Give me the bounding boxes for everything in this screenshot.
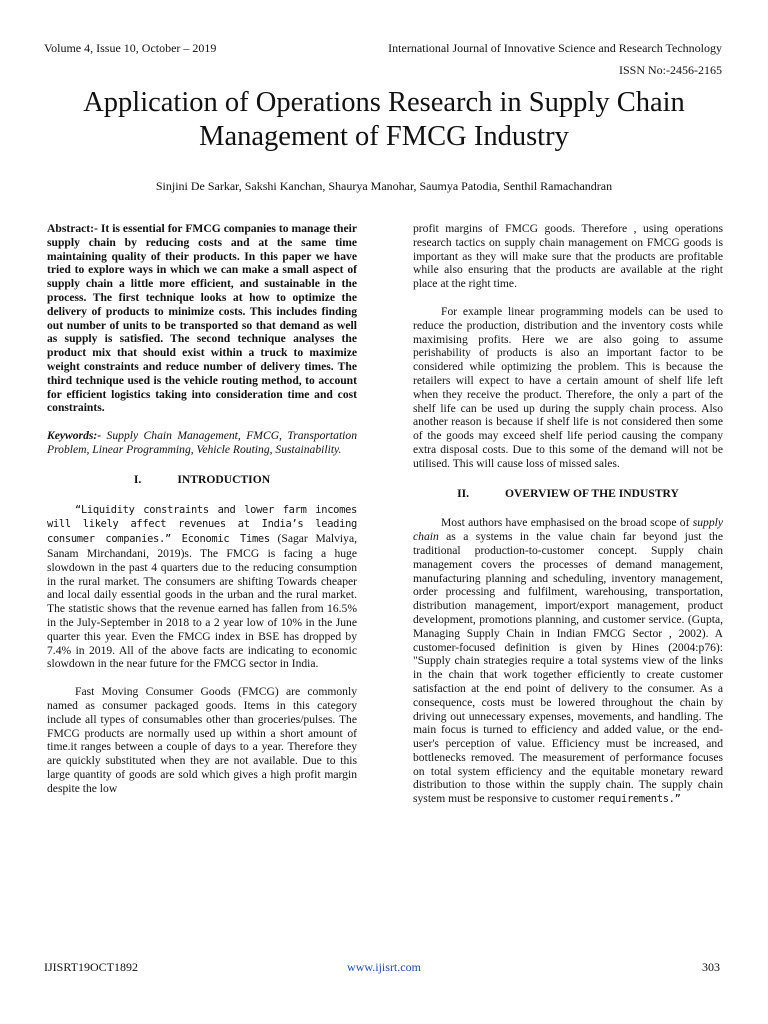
overview-text-end: requirements.” (597, 793, 681, 806)
section-number: II. (457, 486, 470, 500)
section-heading-introduction (47, 473, 357, 487)
issn: ISSN No:-2456-2165 (618, 63, 722, 77)
left-column (47, 222, 357, 795)
intro-paragraph-1-text: (Sagar Malviya, Sanam Mirchandani, 2019)s. The FMCG is facing a huge slowdown in the past 4 quarters due to the reducing consumption in the rural market. The consumers are shifting Towards cheaper and local daily essential goods in the urban and the rural market. The statistic shows that the revenue earned has fallen from 16.5% in the July-September in 2018 to a 2 year low of 10% in the June quarter this year. Even the FMCG index in BSE has dropped by 7.4% in 2019. All of the above facts are indicating to economic slowdown in the near future for the FMCG sector in India. (47, 532, 357, 671)
intro-paragraph-2: Fast Moving Consumer Goods (FMCG) are commonly named as consumer packaged goods. Items in this category include all types of consumables other than groceries/pulses. The FMCG products are normally used up within a short amount of time.it ranges between a couple of days to a year. Therefore they are quickly substituted when they are not available. Due to this large quantity of goods are sold which gives a high profit margin despite the low (47, 685, 357, 795)
paper-id: IJISRT19OCT1892 (44, 960, 138, 974)
abstract: Abstract:- It is essential for FMCG companies to manage their supply chain by reducing costs and at the same time maintaining quality of their products. In this paper we have tried to explore ways in which we can make a small aspect of supply chain a little more efficient, and sustainable in the process. The first technique looks at how to optimize the delivery of products to minimize costs. This includes finding out number of units to be transported so that demand as well as supply is satisfied. The second technique analyses the product mix that should exist within a truck to maximize weight constraints and reduce number of delivery times. The third technique used is the vehicle routing method, to account for efficient logistics taking into consideration time and cost constraints. (47, 222, 357, 415)
page-number: 303 (702, 960, 720, 974)
keywords-label: Keywords:- (47, 429, 102, 443)
author-list: Sinjini De Sarkar, Sakshi Kanchan, Shaurya Manohar, Saumya Patodia, Senthil Ramachandran (155, 179, 613, 193)
keywords (47, 429, 357, 457)
section-number: I. (133, 472, 142, 486)
journal-website-link[interactable]: www.ijisrt.com (347, 960, 421, 974)
overview-text: as a systems in the value chain far beyond just the traditional production-to-customer concept. Supply chain management covers the processes of demand management, manufacturing planning and scheduling, inventory management, order processing and fulfilment, warehousing, transportation, distribution management, import/export management, product development, promotions planning, and customer service. (Gupta, Managing Supply Chain in Indian FMCG Sector , 2002). A customer-focused definition is given by Hines (2004:p76): "Supply chain strategies require a total systems view of the links in the chain that work together efficiently to create customer satisfaction at the end point of delivery to the consumer. As a consequence, costs must be lowered throughout the chain by driving out unnecessary expenses, movements, and handling. The main focus is turned to efficiency and added value, or the end-user's perception of value. Efficiency must be increased, and bottlenecks removed. The measurement of performance focuses on total system efficiency and the equitable monetary reward distribution to those within the supply chain. The supply chain system must be responsive to customer (413, 530, 723, 806)
overview-paragraph (413, 516, 723, 807)
journal-name: International Journal of Innovative Science and Research Technology (388, 41, 722, 55)
paper-title: Application of Operations Research in Supply Chain Management of FMCG Industry (83, 87, 685, 152)
keywords-text: Supply Chain Management, FMCG, Transportation Problem, Linear Programming, Vehicle Routing, Sustainability. (47, 429, 357, 456)
right-paragraph-2: For example linear programming models can be used to reduce the production, distribution and the inventory costs while maximising profits. Here we are also going to assume perishability of products is also an important factor to be considered while optimizing the problem. This is because the retailers will expect to have a certain amount of shelf life left when they receive the product. Therefore, the only a part of the shelf life can be used up during the supply chain process. Also another reason is because if shelf life is not considered then some of the goods may exceed shelf life period causing the company extra disposal costs. Due to this some of the demand will not be utilised. This will cause loss of missed sales. (413, 304, 723, 470)
right-column (413, 222, 723, 807)
overview-italic-term: supply chain (413, 516, 723, 544)
right-paragraph-1: profit margins of FMCG goods. Therefore , using operations research tactics on supply chain management on FMCG goods is important as they will make sure that the products are profitable while also ensuring that the products are available at the right place at the right time. (413, 222, 723, 291)
intro-quote: “Liquidity constraints and lower farm incomes will likely affect revenues at India’s leading consumer companies.” Economic Times (47, 503, 357, 546)
intro-paragraph-1 (47, 503, 357, 672)
section-heading-overview (413, 487, 723, 501)
section-title: INTRODUCTION (177, 472, 271, 486)
overview-text-start: Most authors have emphasised on the broad scope of (441, 516, 693, 530)
section-title: OVERVIEW OF THE INDUSTRY (505, 486, 679, 500)
volume-issue: Volume 4, Issue 10, October – 2019 (44, 41, 217, 55)
